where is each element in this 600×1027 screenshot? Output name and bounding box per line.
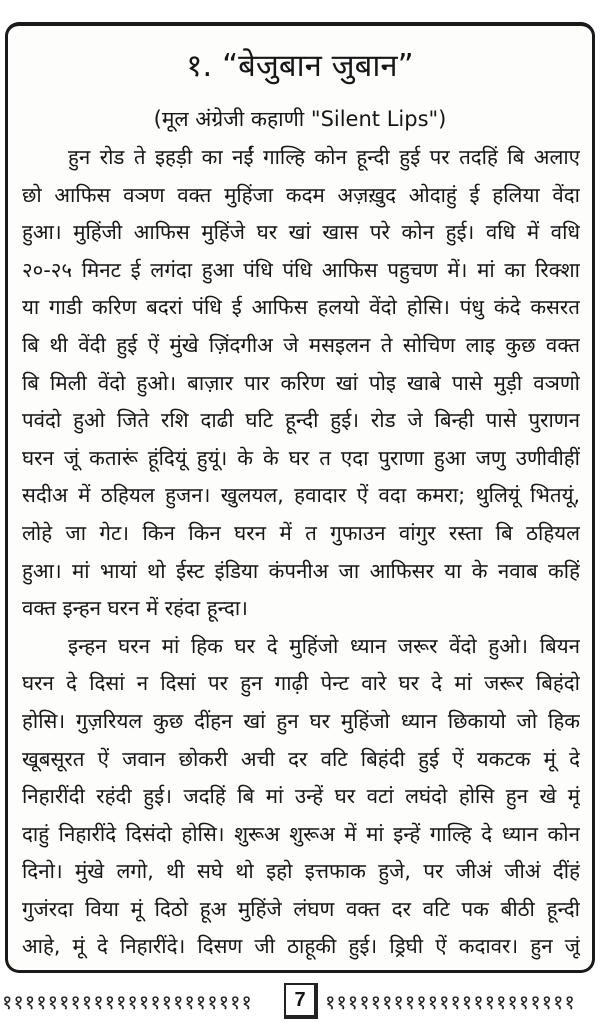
- text-line: घरन जूं कतारूं हूंदियूं हुयूं। के के घर त एदा पुराणा हुआ जणु उणीवीहीं: [22, 445, 580, 470]
- text-line: होसि। गुज़रियल कुछ दींहन खां हुन घर मुहिंजो ध्यान छिकायो जो हिक: [22, 708, 580, 733]
- text-line: बि थी वेंदी हुई ऐं मुंखे ज़िंदगीअ जे मसइलन ते सोचिण लाइ कुछ वक्त: [22, 332, 580, 357]
- chapter-title: १. “बेजुबान जुबान”: [186, 48, 414, 84]
- text-line: आहे, मूं दे निहारींदे। दिसण जी ठाहूकी हुई। ड्रिघी ऐं कदावर। हुन जूं: [22, 934, 580, 959]
- text-line: सदीअ में ठहियल हुजन। खुलयल, हवादार ऐं वदा कमरा; थुलियूं भितयूं,: [22, 483, 580, 508]
- text-line: हुआ। मां भायां थो ईस्ट इंडिया कंपनीअ जा आफिसर या के नवाब कहिं: [22, 558, 580, 583]
- ornament-border-left: ११११११११११११११११११११११: [2, 990, 253, 1014]
- text-line: छो आफिस वञण वक्त मुहिंजा कदम अज़ख़ुद ओदाहुं ई हलिया वेंदा: [22, 182, 580, 207]
- page-border-frame: [5, 22, 595, 973]
- page-number: 7: [284, 983, 318, 1019]
- text-line: हुआ। मुहिंजी आफिस मुहिंजे घर खां खास परे कोन हुई। वधि में वधि: [22, 220, 580, 245]
- story-body: [22, 139, 580, 966]
- text-line: निहारींदी रहंदी हुई। जदहिं बि मां उन्हें घर वटां लघंदो होसि हुन खे मूं: [22, 784, 580, 809]
- text-line: घरन दे दिसां न दिसां पर हुन गाढ़ी पेन्ट वारे घर दे मां जरूर बिहंदो: [22, 671, 580, 696]
- ornament-border-right: ११११११११११११११११११११११: [325, 990, 576, 1014]
- text-line: पवंदो हुओ जिते रशि दाढी घटि हून्दी हुई। रोड जे बिन्ही पासे पुराणन: [22, 408, 580, 433]
- text-line: इन्हन घरन मां हिक घर दे मुहिंजो ध्यान जरूर वेंदो हुओ। बियन: [68, 633, 580, 658]
- text-line: २०-२५ मिनट ई लगंदा हुआ पंधि पंधि आफिस पहुचण में। मां का रिक्शा: [22, 257, 580, 282]
- page-footer: [0, 983, 600, 1017]
- chapter-subtitle: (मूल अंग्रेजी कहाणी "Silent Lips"): [153, 107, 447, 131]
- text-line: दाहुं निहारींदे दिसंदो होसि। शुरूअ शुरूअ में मां इन्हें गाल्हि दे ध्यान कोन: [22, 821, 580, 846]
- text-line: लोहे जा गेट। किन किन घरन में त गुफाउन वांगुर रस्ता बि ठहियल: [22, 520, 580, 545]
- text-line: दिनो। मुंखे लगो, थी सघे थो इहो इत्तफाक हुजे, पर जीअं जीअं दींहं: [22, 859, 580, 884]
- text-line: गुजंरदा विया मूं दिठो हूअ मुहिंजे लंघण वक्त दर वटि पक बीठी हून्दी: [22, 896, 580, 921]
- text-line: बि मिली वेंदो हुओ। बाज़ार पार करिण खां पोइ खाबे पासे मुड़ी वञणो: [22, 370, 580, 395]
- text-line: खूबसूरत ऐं जवान छोकरी अची दर वटि बिहंदी हुई ऐं यकटक मूं दे: [22, 746, 580, 771]
- text-line: हुन रोड ते इहड़ी का नईं गाल्हि कोन हून्दी हुई पर तदहिं बि अलाए: [68, 145, 580, 169]
- text-line: या गाडी करिण बदरां पंधि ई आफिस हलयो वेंदो होसि। पंधु कंदे कसरत: [22, 295, 580, 320]
- text-line: वक्त इन्हन घरन में रहंदा हून्दा।: [22, 596, 248, 621]
